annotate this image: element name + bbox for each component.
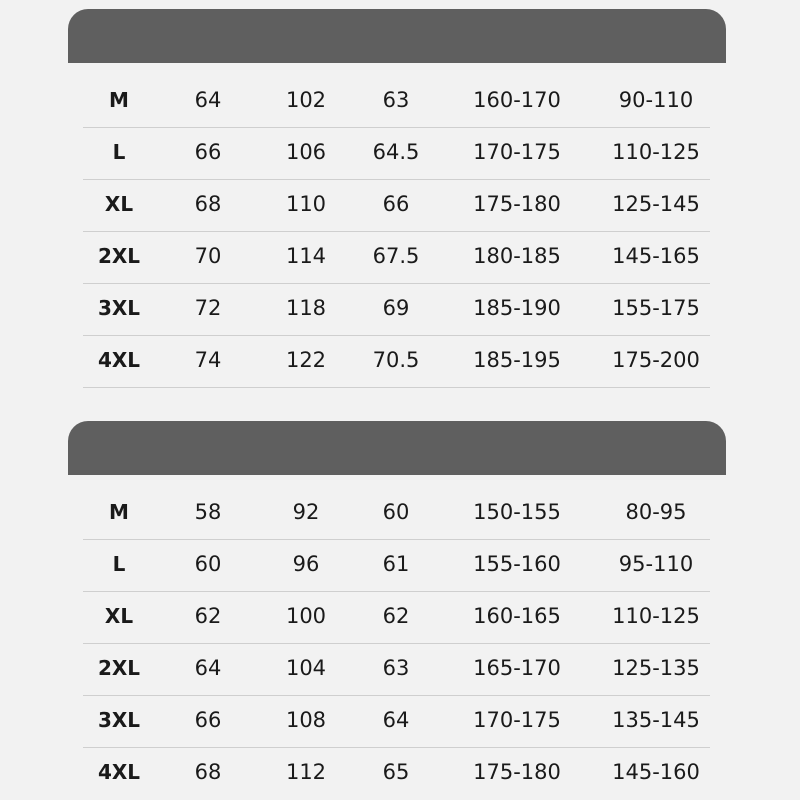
- size-label-cell: 3XL: [97, 708, 141, 732]
- measurement-cell: 90-110: [618, 88, 694, 112]
- size-label-cell: XL: [104, 604, 134, 628]
- measurement-cell: 66: [194, 140, 222, 164]
- size-label-cell: M: [109, 500, 129, 524]
- measurement-cell: 175-200: [612, 348, 700, 372]
- measurement-cell: 125-145: [612, 192, 700, 216]
- measurement-cell: 100: [285, 604, 327, 628]
- measurement-cell: 112: [285, 760, 327, 784]
- size-label-cell: 4XL: [97, 760, 141, 784]
- size-table-2: [83, 488, 710, 800]
- size-table-2-header-bar: [68, 421, 726, 475]
- measurement-cell: 80-95: [625, 500, 687, 524]
- measurement-cell: 122: [285, 348, 327, 372]
- table-row: [83, 232, 710, 284]
- measurement-cell: 62: [194, 604, 222, 628]
- table-row: [83, 696, 710, 748]
- measurement-cell: 106: [285, 140, 327, 164]
- measurement-cell: 108: [285, 708, 327, 732]
- measurement-cell: 145-165: [612, 244, 700, 268]
- measurement-cell: 160-170: [473, 88, 561, 112]
- measurement-cell: 64: [194, 88, 222, 112]
- measurement-cell: 62: [382, 604, 410, 628]
- measurement-cell: 160-165: [473, 604, 561, 628]
- measurement-cell: 135-145: [612, 708, 700, 732]
- measurement-cell: 64: [382, 708, 410, 732]
- table-row: [83, 128, 710, 180]
- measurement-cell: 61: [382, 552, 410, 576]
- measurement-cell: 170-175: [473, 708, 561, 732]
- measurement-cell: 58: [194, 500, 222, 524]
- measurement-cell: 74: [194, 348, 222, 372]
- table-row: [83, 644, 710, 696]
- size-table-1: [83, 76, 710, 388]
- measurement-cell: 66: [382, 192, 410, 216]
- measurement-cell: 150-155: [473, 500, 561, 524]
- size-label-cell: L: [112, 552, 126, 576]
- measurement-cell: 70.5: [372, 348, 420, 372]
- measurement-cell: 96: [292, 552, 320, 576]
- measurement-cell: 65: [382, 760, 410, 784]
- size-label-cell: 3XL: [97, 296, 141, 320]
- size-label-cell: 2XL: [97, 656, 141, 680]
- measurement-cell: 110-125: [612, 140, 700, 164]
- measurement-cell: 165-170: [473, 656, 561, 680]
- measurement-cell: 102: [285, 88, 327, 112]
- measurement-cell: 66: [194, 708, 222, 732]
- measurement-cell: 92: [292, 500, 320, 524]
- table-row: [83, 592, 710, 644]
- measurement-cell: 67.5: [372, 244, 420, 268]
- measurement-cell: 95-110: [618, 552, 694, 576]
- measurement-cell: 155-160: [473, 552, 561, 576]
- table-row: [83, 284, 710, 336]
- measurement-cell: 175-180: [473, 192, 561, 216]
- size-label-cell: M: [109, 88, 129, 112]
- measurement-cell: 63: [382, 656, 410, 680]
- measurement-cell: 114: [285, 244, 327, 268]
- measurement-cell: 180-185: [473, 244, 561, 268]
- size-label-cell: 4XL: [97, 348, 141, 372]
- measurement-cell: 125-135: [612, 656, 700, 680]
- size-table-1-header-bar: [68, 9, 726, 63]
- measurement-cell: 118: [285, 296, 327, 320]
- table-row: [83, 76, 710, 128]
- measurement-cell: 185-195: [473, 348, 561, 372]
- measurement-cell: 145-160: [612, 760, 700, 784]
- measurement-cell: 185-190: [473, 296, 561, 320]
- measurement-cell: 155-175: [612, 296, 700, 320]
- measurement-cell: 63: [382, 88, 410, 112]
- measurement-cell: 69: [382, 296, 410, 320]
- measurement-cell: 64.5: [372, 140, 420, 164]
- measurement-cell: 68: [194, 192, 222, 216]
- measurement-cell: 60: [194, 552, 222, 576]
- size-label-cell: XL: [104, 192, 134, 216]
- size-label-cell: L: [112, 140, 126, 164]
- table-row: [83, 336, 710, 388]
- measurement-cell: 70: [194, 244, 222, 268]
- table-row: [83, 488, 710, 540]
- measurement-cell: 104: [285, 656, 327, 680]
- measurement-cell: 110-125: [612, 604, 700, 628]
- measurement-cell: 68: [194, 760, 222, 784]
- table-row: [83, 180, 710, 232]
- measurement-cell: 64: [194, 656, 222, 680]
- measurement-cell: 170-175: [473, 140, 561, 164]
- table-row: [83, 540, 710, 592]
- measurement-cell: 60: [382, 500, 410, 524]
- measurement-cell: 72: [194, 296, 222, 320]
- measurement-cell: 175-180: [473, 760, 561, 784]
- measurement-cell: 110: [285, 192, 327, 216]
- size-label-cell: 2XL: [97, 244, 141, 268]
- table-row: [83, 748, 710, 800]
